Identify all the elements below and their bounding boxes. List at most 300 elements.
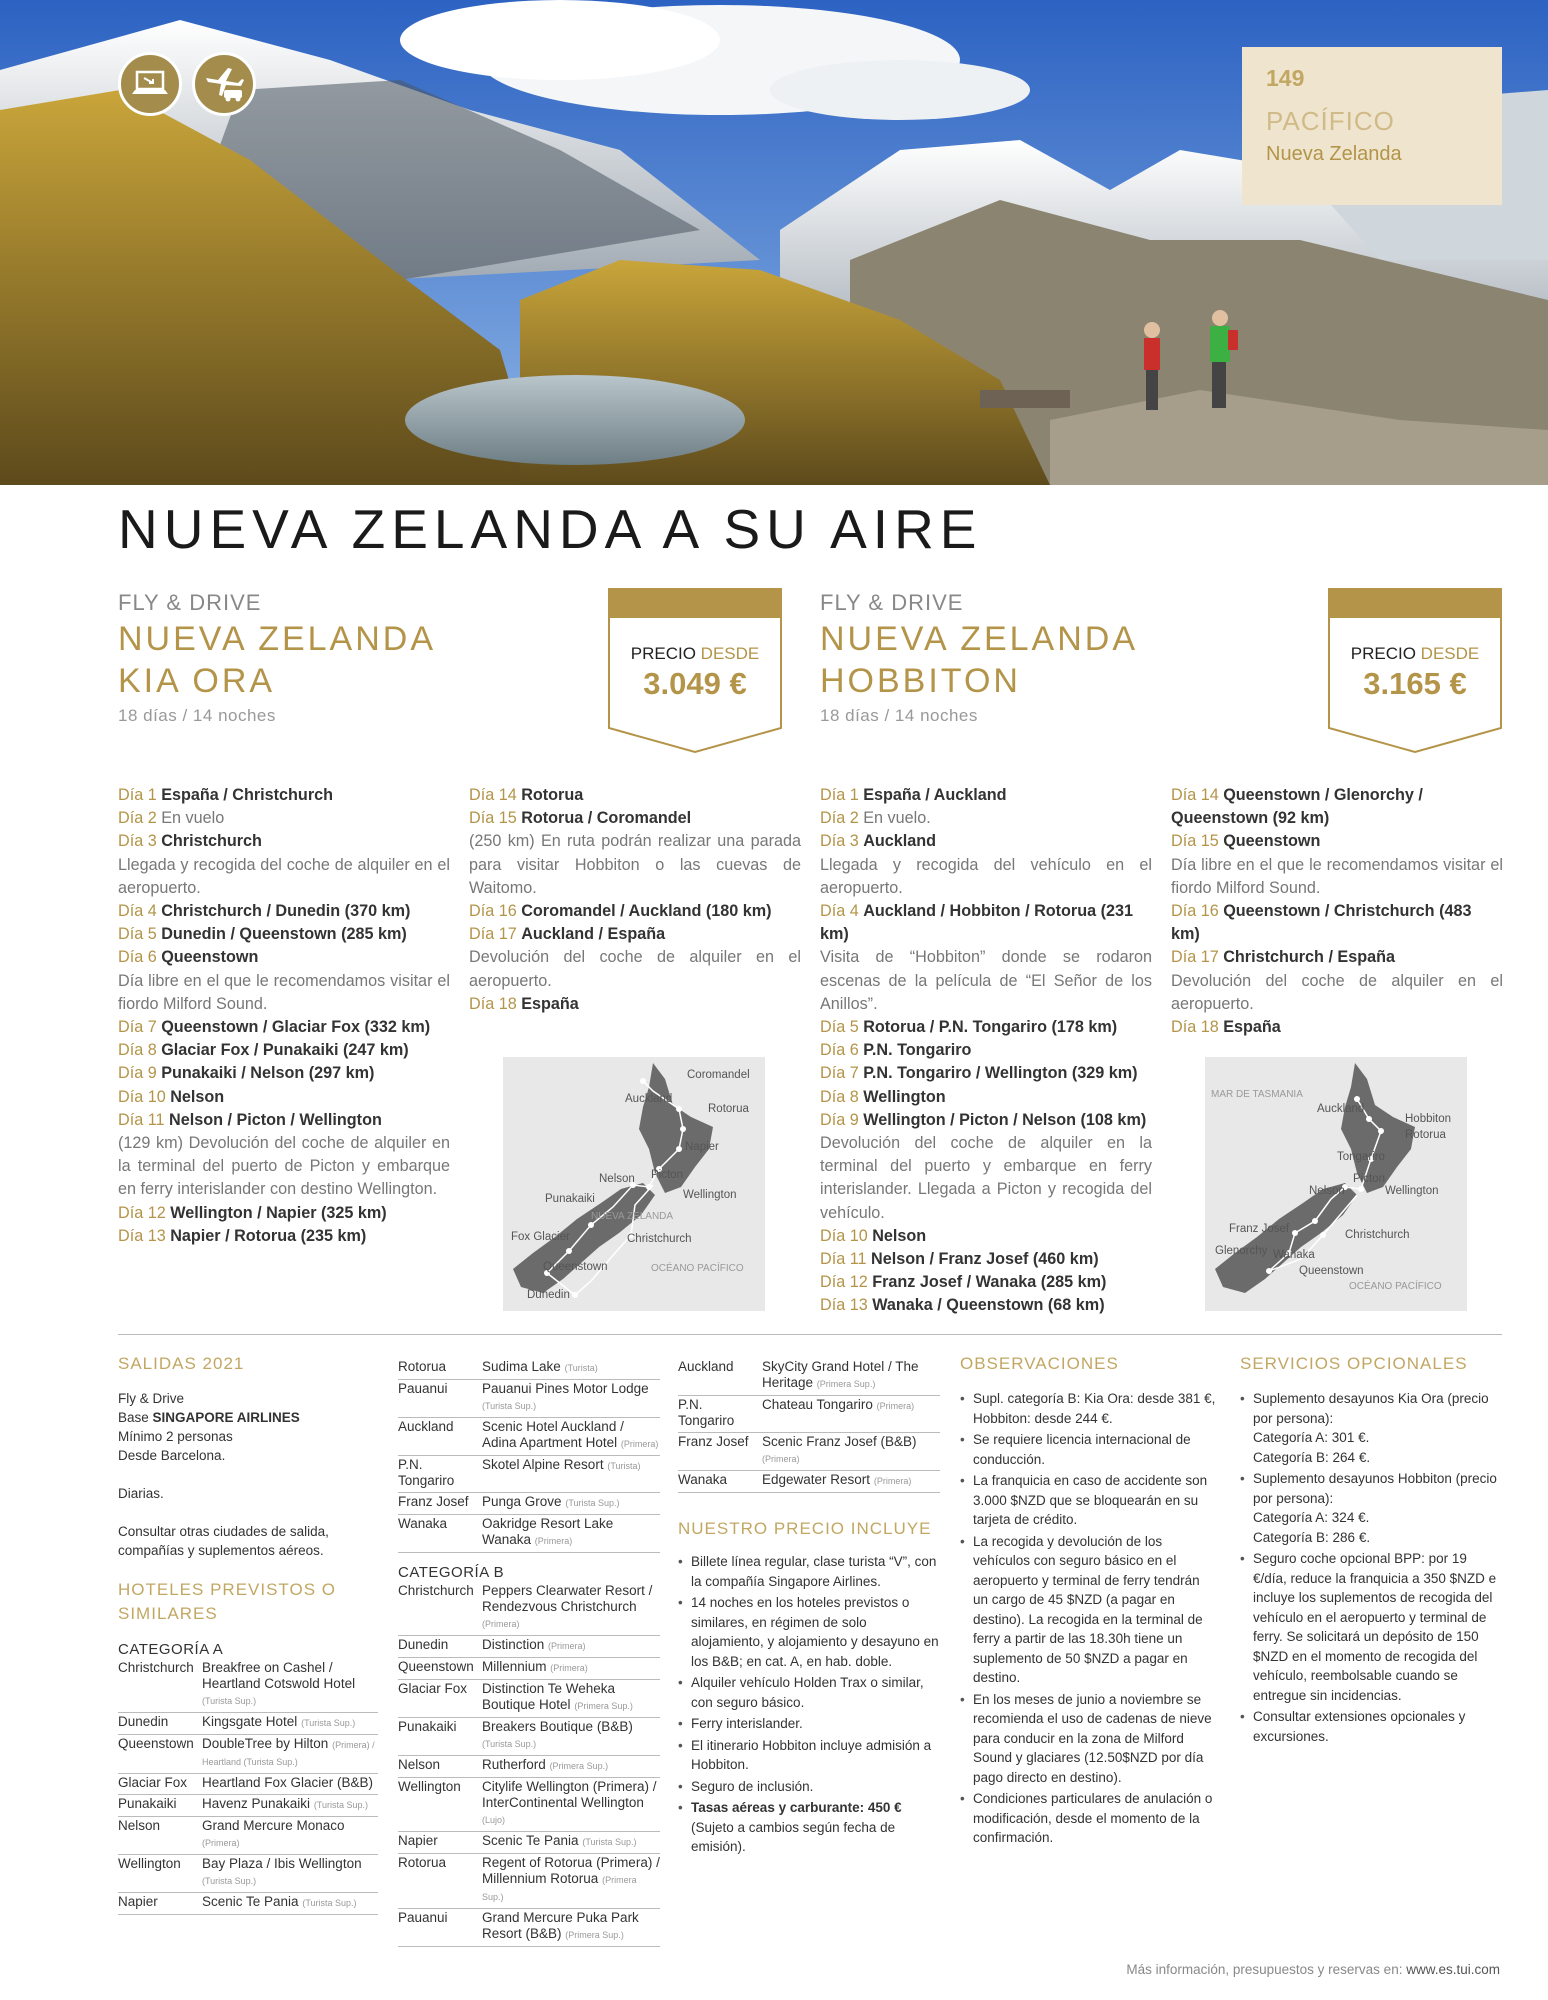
- hotel-category: (Turista Sup.): [301, 1718, 356, 1728]
- day-number: Día 15: [469, 809, 517, 828]
- category-b-title: CATEGORÍA B: [398, 1564, 505, 1581]
- hotel-name-cell: [762, 1396, 940, 1433]
- observacion-item: • Se requiere licencia internacional de conducción.: [960, 1430, 1216, 1469]
- hotel-city: Dunedin: [118, 1713, 202, 1735]
- day-number: Día 14: [1171, 786, 1219, 804]
- hotel-row: [398, 1854, 660, 1909]
- hotel-city: Glaciar Fox: [118, 1774, 202, 1795]
- itinerary-hobbiton-part1: [820, 784, 1152, 1318]
- hotel-name-cell: [202, 1795, 378, 1817]
- day-number: Día 11: [820, 1250, 867, 1269]
- map-label: Glenorchy: [1215, 1245, 1268, 1257]
- hotel-city: Queenstown: [398, 1658, 482, 1680]
- trip-name-line2: HOBBITON: [820, 662, 1021, 700]
- footer-info: Más información, presupuestos y reservas en: www.es.tui.com: [1126, 1962, 1500, 1977]
- hotel-category: (Primera Sup.): [574, 1701, 633, 1711]
- map-label: OCÉANO PACÍFICO: [1349, 1281, 1442, 1292]
- itinerary-day: [118, 784, 450, 807]
- hotel-category: (Primera Sup.): [482, 1875, 637, 1902]
- opcional-sub: Categoría A: 324 €.: [1253, 1510, 1370, 1525]
- itinerary-day: [820, 1086, 1152, 1109]
- hotel-city: P.N. Tongariro: [678, 1396, 762, 1433]
- day-description-block: [820, 946, 1152, 1016]
- hotel-city: Christchurch: [398, 1582, 482, 1636]
- hotel-category: (Turista Sup.): [565, 1498, 620, 1508]
- hotel-name: Sudima Lake: [482, 1359, 561, 1374]
- map-label: Queenstown: [1299, 1265, 1364, 1277]
- day-route: Queenstown: [1223, 832, 1321, 851]
- map-label: Auckland: [1317, 1103, 1365, 1115]
- hotel-city: Wellington: [398, 1778, 482, 1832]
- hotel-name: Scenic Te Pania: [202, 1894, 299, 1909]
- map-label: Picton: [1353, 1173, 1385, 1185]
- hotel-table-cat-a: [118, 1659, 378, 1915]
- category-a-title: CATEGORÍA A: [118, 1641, 224, 1658]
- map-label: Wanaka: [1273, 1249, 1315, 1261]
- itinerary-day: [1171, 1016, 1503, 1039]
- day-number: Día 6: [118, 948, 157, 967]
- hotel-name-cell: [762, 1471, 940, 1493]
- day-description: Llegada y recogida del coche de alquiler en el aeropuerto.: [118, 855, 450, 897]
- day-route: Dunedin / Queenstown (285 km): [161, 925, 407, 944]
- observaciones-list: [960, 1389, 1216, 1848]
- hotel-row: [398, 1515, 660, 1553]
- itinerary-day: [118, 1109, 450, 1132]
- hotel-city: Dunedin: [398, 1636, 482, 1658]
- hotel-row: [118, 1659, 378, 1713]
- opcional-item: • Suplemento desayunos Hobbiton (precio por persona): Categoría A: 324 €. Categoría B: 286 €.: [1240, 1469, 1502, 1547]
- section-divider: [118, 1334, 1502, 1335]
- day-description: Devolución del coche de alquiler en el aeropuerto.: [469, 948, 801, 990]
- itinerary-day: [820, 1016, 1152, 1039]
- day-route: Auckland / Hobbiton / Rotorua (231 km): [820, 902, 1134, 944]
- hotel-table-cat-a-cont: [398, 1358, 660, 1553]
- hotel-name: Punga Grove: [482, 1494, 562, 1509]
- page-number: 149: [1266, 65, 1305, 91]
- itinerary-day: [820, 830, 1152, 853]
- day-route: España / Auckland: [863, 786, 1007, 804]
- map-label: Nelson: [1309, 1185, 1345, 1197]
- hotel-name: Breakfree on Cashel / Heartland Cotswold Hotel: [202, 1660, 356, 1691]
- map-label: Wellington: [1385, 1185, 1439, 1197]
- map-label: Queenstown: [543, 1261, 608, 1273]
- hotel-city: Rotorua: [398, 1854, 482, 1909]
- hotel-name-cell: [482, 1515, 660, 1553]
- observacion-item: • La franquicia en caso de accidente son 3.000 $NZD que se bloquearán en su tarjeta de crédito.: [960, 1471, 1216, 1530]
- itinerary-day: [118, 1086, 450, 1109]
- footer-link[interactable]: www.es.tui.com: [1406, 1962, 1500, 1977]
- hotel-city: Franz Josef: [398, 1493, 482, 1515]
- itinerary-day: [118, 1202, 450, 1225]
- hotel-name: Distinction Te Weheka Boutique Hotel: [482, 1681, 616, 1712]
- itinerary-day: [820, 900, 1152, 946]
- hotel-row: [398, 1418, 660, 1456]
- day-description-block: [820, 854, 1152, 900]
- observaciones-title: OBSERVACIONES: [960, 1354, 1119, 1373]
- hotel-name: Citylife Wellington (Primera) / InterContinental Wellington: [482, 1779, 657, 1810]
- day-number: Día 17: [1171, 948, 1219, 967]
- hotel-category: (Turista Sup.): [582, 1837, 637, 1847]
- map-label: Auckland: [625, 1093, 673, 1105]
- day-route: Wellington / Picton / Nelson (108 km): [863, 1110, 1147, 1129]
- hotel-name-cell: [482, 1358, 660, 1380]
- hotel-name: Millennium: [482, 1659, 547, 1674]
- itinerary-day: [118, 1225, 450, 1248]
- itinerary-kia-ora-part1: [118, 784, 450, 1248]
- day-route: Glaciar Fox / Punakaiki (247 km): [161, 1041, 409, 1060]
- salidas-line: Base SINGAPORE AIRLINES: [118, 1410, 300, 1425]
- map-label: Hobbiton: [1405, 1113, 1452, 1125]
- hotels-column-3: [678, 1358, 940, 1859]
- hotel-name: Havenz Punakaiki: [202, 1796, 311, 1811]
- opcionales-list: [1240, 1389, 1502, 1746]
- day-route: Christchurch / Dunedin (370 km): [161, 902, 411, 921]
- itinerary-day: [469, 784, 801, 807]
- hotels-column-2: [398, 1358, 660, 1947]
- itinerary-day: [820, 807, 1152, 830]
- day-number: Día 18: [1171, 1018, 1219, 1037]
- observacion-item: • Supl. categoría B: Kia Ora: desde 381 €, Hobbiton: desde 244 €.: [960, 1389, 1216, 1428]
- hotel-category: (Turista Sup.): [202, 1696, 257, 1706]
- hotel-city: Glaciar Fox: [398, 1680, 482, 1718]
- itinerary-day: [118, 1039, 450, 1062]
- map-label: Rotorua: [1405, 1129, 1446, 1141]
- incluye-list: [678, 1552, 940, 1857]
- incluye-title: NUESTRO PRECIO INCLUYE: [678, 1519, 932, 1538]
- hotel-row: [398, 1658, 660, 1680]
- itinerary-day: [118, 946, 450, 969]
- day-number: Día 7: [820, 1064, 859, 1083]
- itinerary-day: [469, 993, 801, 1016]
- incluye-item: • Ferry interislander.: [678, 1714, 940, 1734]
- hotel-city: Auckland: [398, 1418, 482, 1456]
- plane-car-icon: [192, 52, 256, 116]
- hotel-row: [398, 1456, 660, 1493]
- itinerary-day: [1171, 946, 1503, 969]
- hotel-row: [118, 1795, 378, 1817]
- day-description: Devolución del coche de alquiler en la terminal del puerto y embarque en ferry interislander. Llegada a Picton y recogida del vehículo.: [820, 1134, 1152, 1222]
- incluye-item: • Seguro de inclusión.: [678, 1777, 940, 1797]
- hotel-name-cell: [762, 1433, 940, 1471]
- day-description-block: [820, 1132, 1152, 1225]
- hotel-name: Pauanui Pines Motor Lodge: [482, 1381, 649, 1396]
- map-label: Franz Josef: [1229, 1223, 1290, 1235]
- trip-header-hobbiton: [820, 590, 1138, 726]
- hotel-name-cell: [482, 1909, 660, 1947]
- hotel-category: (Primera): [550, 1663, 588, 1673]
- route-map-hobbiton: [1205, 1057, 1467, 1311]
- hotel-row: [398, 1778, 660, 1832]
- day-route: Nelson: [170, 1087, 225, 1106]
- day-number: Día 2: [820, 809, 859, 828]
- hotel-row: [398, 1380, 660, 1418]
- hotel-category: (Primera) / Heartland (Turista Sup.): [202, 1740, 375, 1767]
- trip-name-line1: NUEVA ZELANDA: [820, 620, 1139, 658]
- price-box-kia-ora: [608, 588, 782, 753]
- opcional-item: • Suplemento desayunos Kia Ora (precio por persona): Categoría A: 301 €. Categoría B: 264 €.: [1240, 1389, 1502, 1467]
- hotel-row: [398, 1636, 660, 1658]
- hotel-row: [678, 1396, 940, 1433]
- itinerary-day: [469, 807, 801, 830]
- day-route: Rotorua / P.N. Tongariro (178 km): [863, 1018, 1118, 1037]
- page-region: PACÍFICO: [1266, 106, 1395, 136]
- hotel-name: Scenic Franz Josef (B&B): [762, 1434, 917, 1449]
- trip-name-line1: NUEVA ZELANDA: [118, 620, 437, 658]
- day-number: Día 12: [118, 1203, 166, 1222]
- map-label: MAR DE TASMANIA: [1211, 1089, 1303, 1100]
- hotel-city: Franz Josef: [678, 1433, 762, 1471]
- map-label: NUEVA ZELANDA: [591, 1211, 674, 1222]
- itinerary-day: [1171, 784, 1503, 830]
- hotel-name-cell: [482, 1854, 660, 1909]
- hotel-category: (Primera): [534, 1536, 573, 1546]
- hotel-row: [398, 1756, 660, 1778]
- hotel-name-cell: [202, 1659, 378, 1713]
- hotel-city: Auckland: [678, 1358, 762, 1396]
- day-route: España: [1223, 1018, 1281, 1037]
- itinerary-day: [469, 923, 801, 946]
- hotel-city: Wanaka: [398, 1515, 482, 1553]
- hotel-category: (Primera): [620, 1439, 659, 1449]
- hotel-name: Oakridge Resort Lake Wanaka: [482, 1516, 614, 1547]
- hotel-category: (Turista Sup.): [302, 1898, 357, 1908]
- day-route: Queenstown / Glenorchy / Queenstown (92 km): [1171, 786, 1423, 828]
- salidas-line: Mínimo 2 personas: [118, 1429, 233, 1444]
- hotel-name-cell: [482, 1493, 660, 1515]
- day-number: Día 9: [118, 1064, 157, 1083]
- incluye-item: • Tasas aéreas y carburante: 450 € (Sujeto a cambios según fecha de emisión).: [678, 1798, 940, 1857]
- day-number: Día 9: [820, 1110, 859, 1129]
- hotel-name-cell: [482, 1456, 660, 1493]
- opcionales-section: [1240, 1354, 1502, 1748]
- hotel-row: [118, 1817, 378, 1855]
- salidas-section: [118, 1354, 378, 1915]
- day-number: Día 15: [1171, 832, 1219, 851]
- hotel-name-cell: [202, 1713, 378, 1735]
- day-description-block: [469, 946, 801, 992]
- hotel-name-cell: [202, 1893, 378, 1915]
- laptop-icon: [118, 52, 182, 116]
- hotel-category: (Turista Sup.): [482, 1401, 537, 1411]
- salidas-line: Consultar otras ciudades de salida, compañías y suplementos aéreos.: [118, 1524, 329, 1558]
- day-route: Napier / Rotorua (235 km): [170, 1226, 367, 1245]
- hotel-category: (Lujo): [482, 1815, 506, 1825]
- day-route: Christchurch: [161, 832, 262, 851]
- incluye-item: • Alquiler vehículo Holden Trax o similar, con seguro básico.: [678, 1673, 940, 1712]
- price-box-hobbiton: [1328, 588, 1502, 753]
- hotel-category: (Primera): [548, 1641, 586, 1651]
- hotel-city: P.N. Tongariro: [398, 1456, 482, 1493]
- day-number: Día 4: [118, 902, 157, 921]
- hotel-name: Edgewater Resort: [762, 1472, 871, 1487]
- day-route: Auckland: [863, 832, 937, 851]
- day-number: Día 3: [820, 832, 859, 851]
- map-label: Christchurch: [627, 1233, 692, 1245]
- day-route: Rotorua: [521, 786, 584, 804]
- day-route: Queenstown / Christchurch (483 km): [1171, 902, 1472, 944]
- day-route: Nelson / Picton / Wellington: [169, 1110, 382, 1129]
- day-description-block: [1171, 854, 1503, 900]
- day-description: (250 km) En ruta podrán realizar una parada para visitar Hobbiton o las cuevas de Waitomo.: [469, 832, 801, 897]
- hotel-name-cell: [482, 1418, 660, 1456]
- hotel-name-cell: [202, 1855, 378, 1893]
- hotel-category: (Turista): [607, 1461, 641, 1471]
- hotel-category: (Turista Sup.): [313, 1800, 369, 1810]
- hotel-name: Scenic Te Pania: [482, 1833, 579, 1848]
- day-route: Christchurch / España: [1223, 948, 1396, 967]
- day-number: Día 16: [1171, 902, 1219, 921]
- hotel-category: (Primera Sup.): [816, 1379, 876, 1389]
- opcional-sub: Categoría B: 286 €.: [1253, 1529, 1371, 1545]
- day-description-block: [118, 1132, 450, 1202]
- day-number: Día 5: [118, 925, 157, 944]
- map-label: Punakaiki: [545, 1193, 595, 1205]
- day-number: Día 1: [820, 786, 859, 804]
- hotel-name: DoubleTree by Hilton: [202, 1736, 329, 1751]
- hotel-row: [118, 1774, 378, 1795]
- day-number: Día 5: [820, 1018, 859, 1037]
- itinerary-day: [820, 784, 1152, 807]
- map-label: Wellington: [683, 1189, 737, 1201]
- hotel-city: Nelson: [118, 1817, 202, 1855]
- hotel-name: Regent of Rotorua (Primera) / Millennium Rotorua: [482, 1855, 660, 1886]
- opcional-item: • Consultar extensiones opcionales y excursiones.: [1240, 1707, 1502, 1746]
- day-route: Wellington: [863, 1087, 946, 1106]
- itinerary-day: [1171, 900, 1503, 946]
- day-route: Franz Josef / Wanaka (285 km): [872, 1273, 1107, 1292]
- hotel-row: [398, 1680, 660, 1718]
- hotel-name: Rutherford: [482, 1757, 546, 1772]
- hoteles-title: HOTELES PREVISTOS O SIMILARES: [118, 1580, 337, 1623]
- itinerary-day: [118, 1016, 450, 1039]
- price-value: 3.049 €: [643, 666, 747, 701]
- day-route: Coromandel / Auckland (180 km): [521, 902, 772, 921]
- itinerary-day: [469, 900, 801, 923]
- day-description: En vuelo: [161, 809, 225, 828]
- day-description-block: [469, 830, 801, 900]
- map-label: Picton: [651, 1169, 683, 1181]
- price-value: 3.165 €: [1363, 666, 1467, 701]
- hotel-name-cell: [482, 1832, 660, 1854]
- day-number: Día 7: [118, 1018, 157, 1037]
- hotel-category: (Turista Sup.): [482, 1739, 537, 1749]
- hotel-category: (Primera): [876, 1401, 915, 1411]
- observaciones-section: [960, 1354, 1216, 1850]
- observacion-item: • La recogida y devolución de los vehículos con seguro básico en el aeropuerto y terminal de ferry tendrán un cargo de 45 $NZD (a pagar en destino). La recogida en la terminal de ferry a partir de las 18.30h tiene un suplemento de 50 $NZD a pagar en destino.: [960, 1532, 1216, 1688]
- day-number: Día 17: [469, 925, 517, 944]
- price-label: PRECIO DESDE: [630, 644, 760, 663]
- map-label: Napier: [685, 1141, 719, 1153]
- hotel-name: SkyCity Grand Hotel / The Heritage: [762, 1359, 919, 1390]
- salidas-line: Fly & Drive: [118, 1391, 185, 1406]
- day-description: Devolución del coche de alquiler en el aeropuerto.: [1171, 971, 1503, 1013]
- itinerary-kia-ora-part2: [469, 784, 801, 1016]
- incluye-item: • El itinerario Hobbiton incluye admisión a Hobbiton.: [678, 1736, 940, 1775]
- hotel-name-cell: [202, 1735, 378, 1774]
- itinerary-day: [820, 1248, 1152, 1271]
- itinerary-day: [820, 1225, 1152, 1248]
- hotel-city: Pauanui: [398, 1380, 482, 1418]
- itinerary-day: [1171, 830, 1503, 853]
- hotel-table-cat-b: [398, 1582, 660, 1947]
- day-description-block: [1171, 970, 1503, 1016]
- page-title: NUEVA ZELANDA A SU AIRE: [118, 498, 983, 560]
- itinerary-day: [820, 1062, 1152, 1085]
- hotel-name-cell: [482, 1582, 660, 1636]
- hotel-name: Scenic Hotel Auckland / Adina Apartment Hotel: [482, 1419, 624, 1450]
- route-map-kia-ora: [503, 1057, 765, 1311]
- map-label: Dunedin: [527, 1289, 570, 1301]
- map-label: Tongariro: [1337, 1151, 1385, 1163]
- day-route: Auckland / España: [521, 925, 666, 944]
- page-section-box: [1242, 47, 1502, 205]
- hotel-row: [678, 1433, 940, 1471]
- map-label: Fox Glacier: [511, 1231, 570, 1243]
- hotel-city: Nelson: [398, 1756, 482, 1778]
- incluye-item: • Billete línea regular, clase turista “V”, con la compañía Singapore Airlines.: [678, 1552, 940, 1591]
- hotel-row: [398, 1832, 660, 1854]
- hotel-name: Peppers Clearwater Resort / Rendezvous Christchurch: [482, 1583, 653, 1614]
- hotel-row: [398, 1582, 660, 1636]
- day-number: Día 8: [820, 1087, 859, 1106]
- day-route: Queenstown / Glaciar Fox (332 km): [161, 1018, 431, 1037]
- hotel-name-cell: [482, 1756, 660, 1778]
- day-route: Punakaiki / Nelson (297 km): [161, 1064, 375, 1083]
- day-number: Día 6: [820, 1041, 859, 1060]
- hotel-name-cell: [482, 1636, 660, 1658]
- itinerary-day: [118, 923, 450, 946]
- hotel-row: [118, 1713, 378, 1735]
- itinerary-hobbiton-part2: [1171, 784, 1503, 1039]
- day-number: Día 18: [469, 994, 517, 1013]
- day-description-block: [118, 854, 450, 900]
- hotel-city: Punakaiki: [118, 1795, 202, 1817]
- hotel-name-cell: [202, 1817, 378, 1855]
- day-number: Día 16: [469, 902, 517, 921]
- hotel-name-cell: [482, 1718, 660, 1756]
- day-number: Día 10: [820, 1226, 868, 1245]
- day-number: Día 12: [820, 1273, 868, 1292]
- observacion-item: • Condiciones particulares de anulación o modificación, desde el momento de la confirmación.: [960, 1789, 1216, 1848]
- day-description: Día libre en el que le recomendamos visitar el fiordo Milford Sound.: [118, 971, 450, 1013]
- hotel-row: [678, 1358, 940, 1396]
- hotel-category: (Primera): [873, 1476, 912, 1486]
- day-route: Wellington / Napier (325 km): [170, 1203, 387, 1222]
- hotel-row: [398, 1358, 660, 1380]
- day-number: Día 10: [118, 1087, 166, 1106]
- hotel-name: Heartland Fox Glacier (B&B): [202, 1775, 374, 1790]
- itinerary-day: [118, 830, 450, 853]
- hotel-row: [398, 1718, 660, 1756]
- day-route: Wanaka / Queenstown (68 km): [872, 1296, 1105, 1315]
- hotel-row: [118, 1855, 378, 1893]
- opcionales-title: SERVICIOS OPCIONALES: [1240, 1354, 1468, 1373]
- salidas-title: SALIDAS 2021: [118, 1354, 245, 1373]
- map-label: Nelson: [599, 1173, 635, 1185]
- day-route: Rotorua / Coromandel: [521, 809, 692, 828]
- hotel-name: Skotel Alpine Resort: [482, 1457, 604, 1472]
- hotel-name: Grand Mercure Monaco: [202, 1818, 345, 1833]
- map-label: Christchurch: [1345, 1229, 1410, 1241]
- day-description: En vuelo.: [863, 809, 931, 828]
- opcional-sub: Categoría B: 264 €.: [1253, 1449, 1371, 1465]
- hero-image: [0, 0, 1548, 485]
- price-label: PRECIO DESDE: [1350, 644, 1480, 663]
- hotel-city: Wanaka: [678, 1471, 762, 1493]
- day-description: Llegada y recogida del vehículo en el aeropuerto.: [820, 855, 1152, 897]
- opcional-item: • Seguro coche opcional BPP: por 19 €/día, reduce la franquicia a 350 $NZD e incluye los suplementos de recogida del vehículo en el aeropuerto y terminal de ferry. Se solicitará un depósito de 150 $NZD en el momento de recogida del vehículo, reembolsable cuando se entregue sin incidencias.: [1240, 1549, 1502, 1705]
- hotel-name: Grand Mercure Puka Park Resort (B&B): [482, 1910, 639, 1941]
